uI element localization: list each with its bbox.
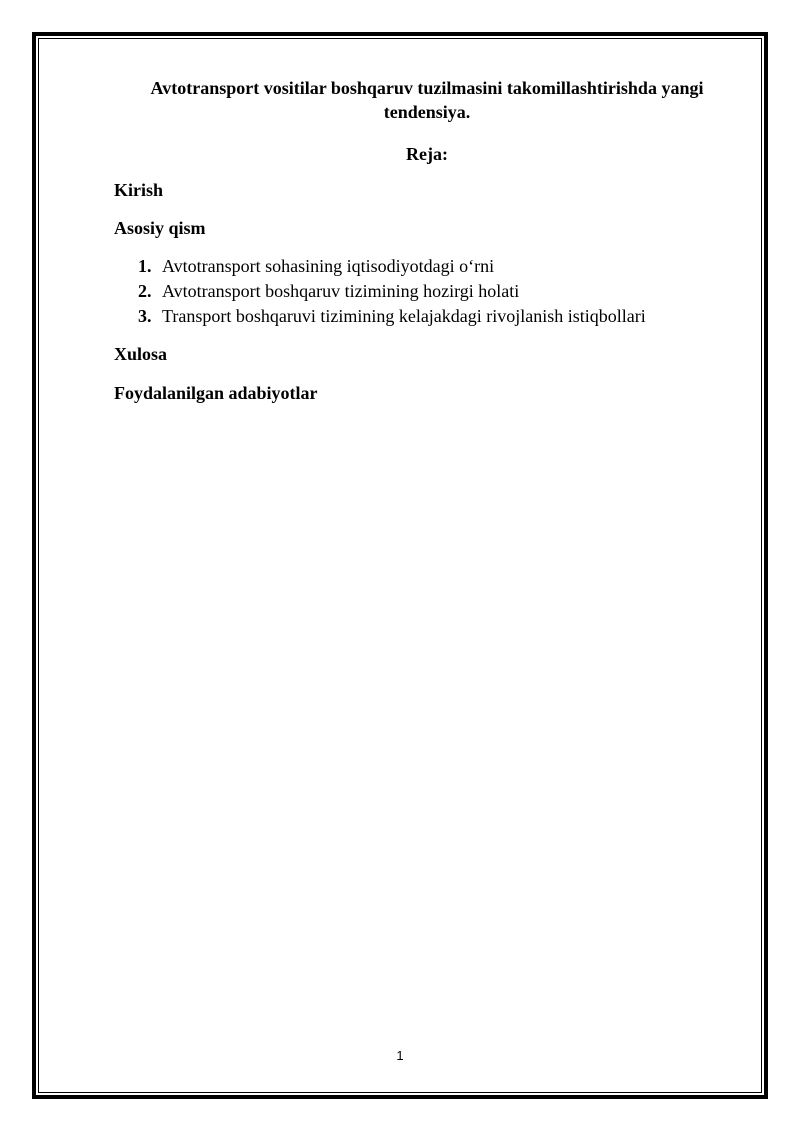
plan-heading: Reja: xyxy=(406,144,448,164)
page-number: 1 xyxy=(396,1048,404,1063)
plan-list-item xyxy=(138,304,646,329)
plan-item-text: Avtotransport sohasining iqtisodiyotdagi o‘rni xyxy=(162,256,495,276)
plan-item-text: Transport boshqaruvi tizimining kelajakdagi rivojlanish istiqbollari xyxy=(162,306,646,326)
plan-item-text: Avtotransport boshqaruv tizimining hozirgi holati xyxy=(162,281,520,301)
plan-list-item xyxy=(138,279,646,304)
section-references-heading: Foydalanilgan adabiyotlar xyxy=(114,383,318,403)
section-conclusion-heading: Xulosa xyxy=(114,344,168,364)
document-title: Avtotransport vositilar boshqaruv tuzilmasini takomillashtirishda yangi tendensiya. xyxy=(150,78,704,122)
plan-list-item xyxy=(138,254,646,279)
plan-item-number: 2. xyxy=(138,281,152,301)
section-main-heading: Asosiy qism xyxy=(114,218,206,238)
plan-item-number: 1. xyxy=(138,256,152,276)
plan-list xyxy=(138,254,646,329)
section-intro-heading: Kirish xyxy=(114,180,164,200)
plan-item-number: 3. xyxy=(138,306,152,326)
